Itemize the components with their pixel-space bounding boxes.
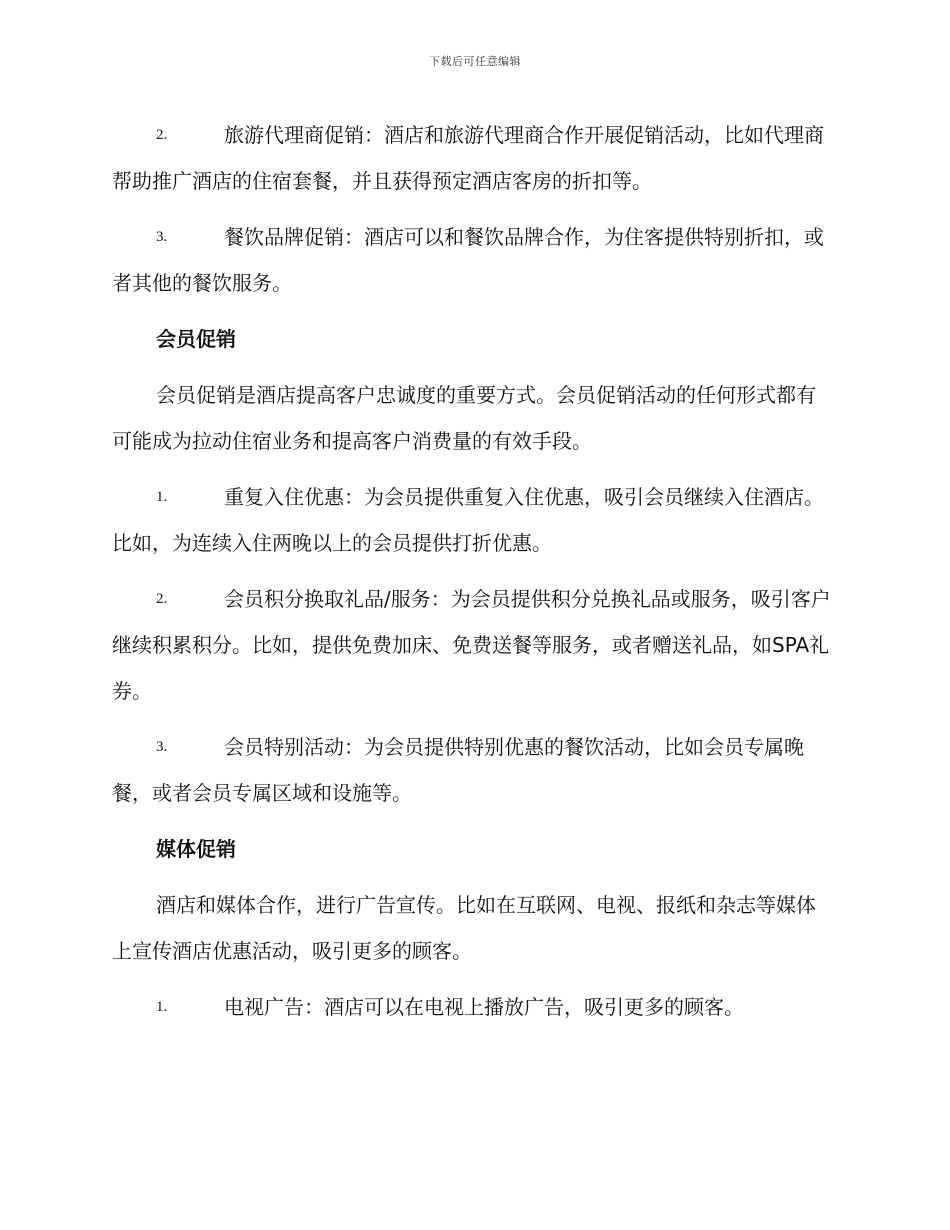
list-item-text: 重复入住优惠：为会员提供重复入住优惠，吸引会员继续入住酒店。比如，为连续入住两晚以上的会员提供打折优惠。 <box>112 485 824 555</box>
section-heading-media: 媒体促销 <box>156 837 236 861</box>
list-item <box>112 214 834 306</box>
list-item <box>112 474 834 566</box>
list-item-number: 1. <box>156 489 168 505</box>
list-item <box>112 112 834 204</box>
list-item-text: 会员积分换取礼品/服务：为会员提供积分兑换礼品或服务，吸引客户继续积累积分。比如，提供免费加床、免费送餐等服务，或者赠送礼品，如SPA礼券。 <box>112 587 831 703</box>
list-item <box>112 576 834 714</box>
list-item-number: 2. <box>156 591 168 607</box>
document-body <box>112 112 834 1040</box>
list-item-text: 电视广告：酒店可以在电视上播放广告，吸引更多的顾客。 <box>224 995 744 1019</box>
list-item <box>112 984 834 1030</box>
list-item-text: 旅游代理商促销：酒店和旅游代理商合作开展促销活动，比如代理商帮助推广酒店的住宿套餐，并且获得预定酒店客房的折扣等。 <box>112 123 824 193</box>
list-item-text: 餐饮品牌促销：酒店可以和餐饮品牌合作，为住客提供特别折扣，或者其他的餐饮服务。 <box>112 225 824 295</box>
list-item-number: 3. <box>156 739 168 755</box>
section-heading-member: 会员促销 <box>156 327 236 351</box>
list-item-number: 2. <box>156 127 168 143</box>
list-item <box>112 724 834 816</box>
list-item-number: 3. <box>156 229 168 245</box>
section-intro-media: 酒店和媒体合作，进行广告宣传。比如在互联网、电视、报纸和杂志等媒体上宣传酒店优惠活动，吸引更多的顾客。 <box>112 893 816 963</box>
section-intro-member: 会员促销是酒店提高客户忠诚度的重要方式。会员促销活动的任何形式都有可能成为拉动住宿业务和提高客户消费量的有效手段。 <box>112 383 816 453</box>
list-item-text: 会员特别活动：为会员提供特别优惠的餐饮活动，比如会员专属晚餐，或者会员专属区域和设施等。 <box>112 735 804 805</box>
page-header-note: 下载后可任意编辑 <box>429 55 521 68</box>
list-item-number: 1. <box>156 999 168 1015</box>
